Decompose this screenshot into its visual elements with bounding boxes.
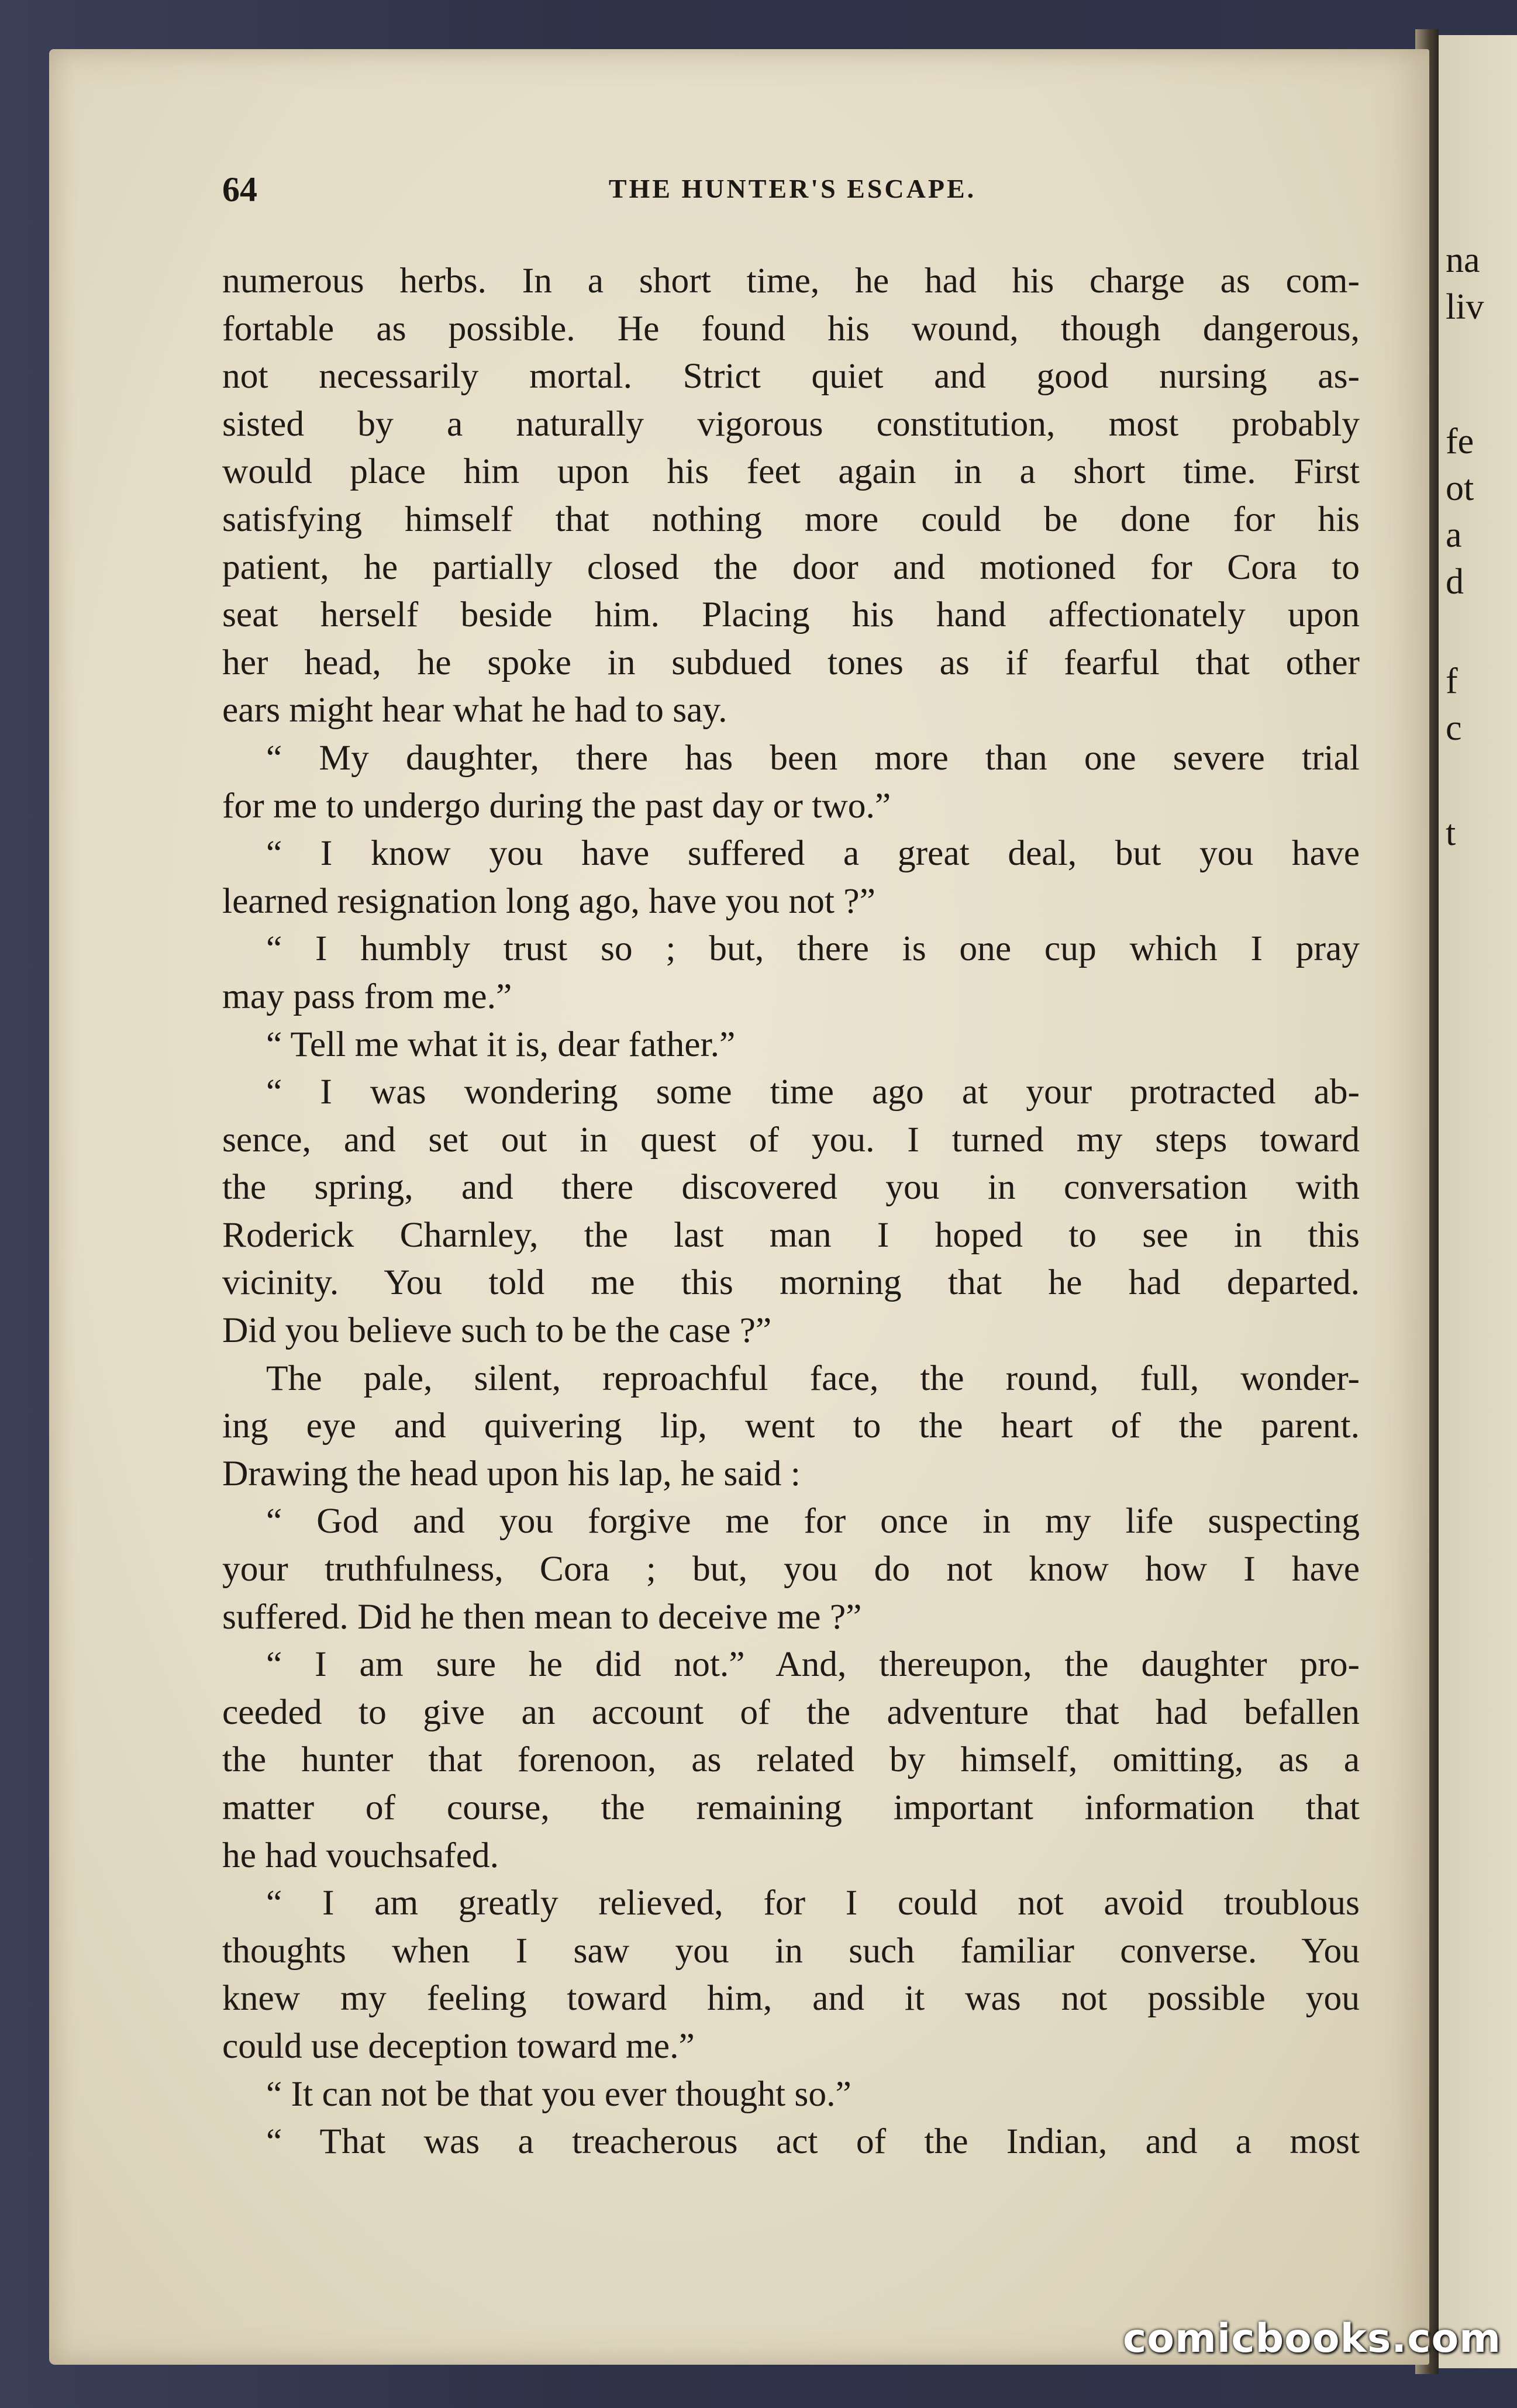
facing-page-fragment: f [1446, 661, 1458, 701]
text-line: he had vouchsafed. [222, 1835, 499, 1875]
text-line: your truthfulness, Cora ; but, you do not know how I have [222, 1549, 1360, 1589]
text-line: learned resignation long ago, have you not ?” [222, 881, 875, 921]
text-line: ceeded to give an account of the adventure that had befallen [222, 1692, 1360, 1732]
text-line: Roderick Charnley, the last man I hoped to see in this [222, 1215, 1360, 1255]
text-line: “ I was wondering some time ago at your protracted ab- [266, 1072, 1360, 1112]
text-line: fortable as possible. He found his wound, though dangerous, [222, 308, 1360, 349]
text-line: knew my feeling toward him, and it was not possible you [222, 1978, 1360, 2019]
text-line: “ It can not be that you ever thought so.” [266, 2074, 851, 2114]
text-line: patient, he partially closed the door and motioned for Cora to [222, 547, 1360, 587]
text-line: vicinity. You told me this morning that he had departed. [222, 1262, 1360, 1303]
text-line: seat herself beside him. Placing his hand affectionately upon [222, 595, 1360, 635]
page-header [222, 170, 1363, 222]
text-line: The pale, silent, reproachful face, the round, full, wonder- [266, 1358, 1360, 1398]
text-line: “ I am greatly relieved, for I could not avoid troublous [266, 1883, 1360, 1923]
text-line: numerous herbs. In a short time, he had his charge as com- [222, 261, 1360, 301]
text-line: “ My daughter, there has been more than one severe trial [266, 737, 1360, 778]
text-line: could use deception toward me.” [222, 2026, 695, 2066]
text-line: “ I am sure he did not.” And, thereupon, the daughter pro- [266, 1644, 1360, 1685]
text-line: may pass from me.” [222, 976, 512, 1016]
text-line: “ Tell me what it is, dear father.” [266, 1024, 736, 1064]
text-line: ing eye and quivering lip, went to the heart of the parent. [222, 1406, 1360, 1446]
text-line: her head, he spoke in subdued tones as if fearful that other [222, 642, 1360, 682]
text-line: matter of course, the remaining important information that [222, 1788, 1360, 1827]
facing-page-fragment: liv [1446, 287, 1484, 327]
text-line: sence, and set out in quest of you. I turned my steps toward [222, 1119, 1360, 1160]
text-line: sisted by a naturally vigorous constitution, most probably [222, 403, 1360, 444]
text-line: suffered. Did he then mean to deceive me ?” [222, 1596, 862, 1637]
body-text [222, 257, 1360, 2166]
text-line: satisfying himself that nothing more could be done for his [222, 499, 1360, 539]
text-line: the hunter that forenoon, as related by himself, omitting, as a [222, 1740, 1360, 1780]
facing-page-fragment: d [1446, 562, 1464, 602]
facing-page-fragment: fe [1446, 422, 1474, 461]
facing-page-fragment: na [1446, 240, 1480, 280]
facing-page-fragment: ot [1446, 468, 1474, 508]
text-line: “ I humbly trust so ; but, there is one cup which I pray [266, 929, 1360, 969]
text-line: for me to undergo during the past day or two.” [222, 785, 891, 826]
text-line: Did you believe such to be the case ?” [222, 1310, 772, 1351]
facing-page-edge [1439, 35, 1517, 2368]
running-title: THE HUNTER'S ESCAPE. [608, 174, 977, 203]
text-line: would place him upon his feet again in a short time. First [222, 451, 1360, 492]
text-line: thoughts when I saw you in such familiar converse. You [222, 1930, 1360, 1971]
text-line: not necessarily mortal. Strict quiet and good nursing as- [222, 356, 1360, 396]
text-line: ears might hear what he had to say. [222, 690, 728, 730]
watermark: comicbooks.com [1123, 2316, 1502, 2362]
facing-page-fragment: c [1446, 708, 1462, 748]
text-line: “ God and you forgive me for once in my life suspecting [266, 1501, 1360, 1541]
text-line: “ That was a treacherous act of the Indian, and a most [266, 2121, 1360, 2162]
text-line: “ I know you have suffered a great deal, but you have [266, 833, 1360, 874]
facing-page-fragment: a [1446, 515, 1462, 555]
text-line: Drawing the head upon his lap, he said : [222, 1453, 801, 1493]
facing-page-fragment: t [1446, 813, 1456, 853]
text-line: the spring, and there discovered you in conversation with [222, 1167, 1360, 1208]
page-number: 64 [222, 170, 257, 209]
